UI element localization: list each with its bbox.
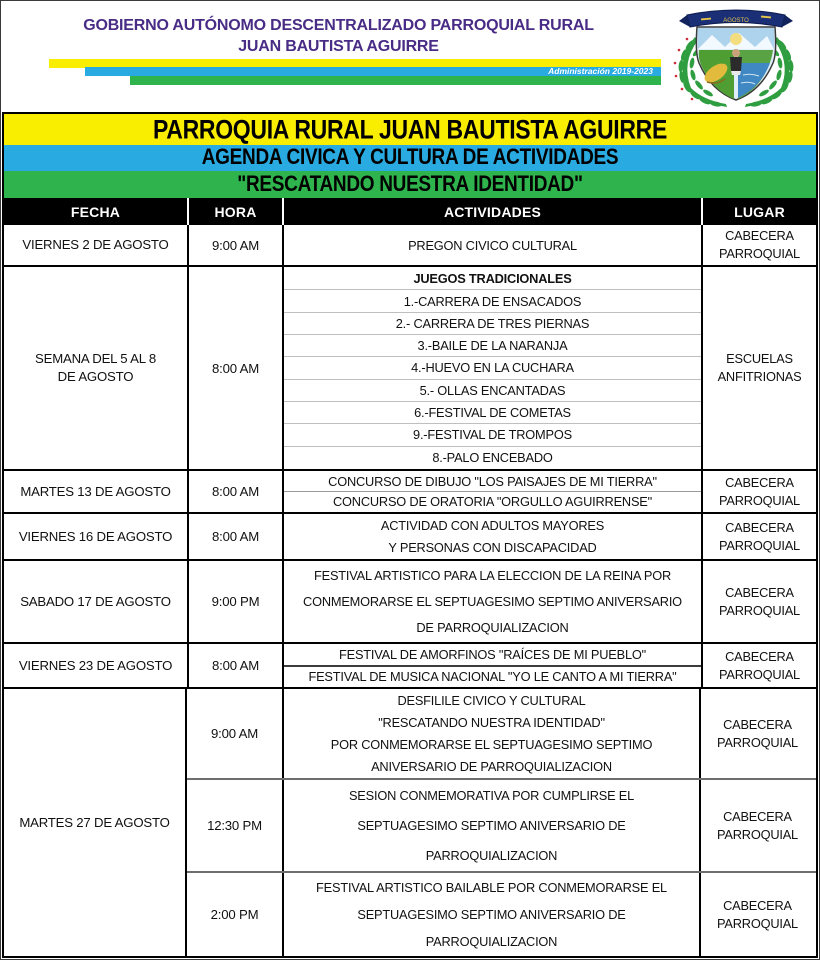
administration-badge: Administración 2019-2023 (548, 66, 653, 76)
schedule-subrow (187, 689, 816, 780)
schedule-subrow (187, 780, 816, 873)
activity-line: Y PERSONAS CON DISCAPACIDAD (388, 539, 597, 555)
banner-motto: "RESCATANDO NUESTRA IDENTIDAD" (4, 171, 816, 198)
actividades-cell (282, 689, 699, 778)
actividades-cell (282, 561, 701, 642)
fecha-cell (4, 644, 187, 687)
document-header (1, 1, 819, 113)
hora-cell: 8:00 AM (187, 267, 282, 469)
activity-line: FESTIVAL ARTISTICO BAILABLE POR CONMEMORARSE EL (316, 880, 667, 895)
fecha-cell (4, 561, 187, 642)
hora-cell: 8:00 AM (187, 514, 282, 559)
hora-cell: 8:00 AM (187, 471, 282, 512)
activity-line: DESFILILE CIVICO Y CULTURAL (397, 693, 586, 709)
lugar-line: ANFITRIONAS (717, 369, 802, 384)
activity-line: PREGON CIVICO CULTURAL (408, 237, 577, 253)
lugar-line: PARROQUIAL (719, 666, 800, 682)
activity-line: 9.-FESTIVAL DE TROMPOS (284, 424, 701, 446)
table-row (4, 689, 816, 956)
banner-parish-name: PARROQUIA RURAL JUAN BAUTISTA AGUIRRE (4, 114, 816, 145)
actividades-cell (282, 267, 701, 469)
fecha-line: VIERNES 16 DE AGOSTO (18, 528, 173, 544)
lugar-cell (701, 267, 816, 469)
page-title (31, 15, 646, 57)
hora-cell: 2:00 PM (210, 907, 259, 922)
activity-line: SESION CONMEMORATIVA POR CUMPLIRSE EL (348, 788, 635, 804)
crest-ribbon (679, 10, 793, 27)
table-row (4, 267, 816, 471)
lugar-cell (701, 561, 816, 642)
table-row (4, 561, 816, 644)
hora-cell: 8:00 AM (187, 644, 282, 687)
banner-agenda-subtitle: AGENDA CIVICA Y CULTURA DE ACTIVIDADES (4, 145, 816, 171)
column-header-row (4, 198, 816, 225)
activity-line: PARROQUIALIZACION (425, 847, 558, 863)
column-header-hora: HORA (187, 198, 282, 225)
activity-line: 6.-FESTIVAL DE COMETAS (284, 402, 701, 424)
activity-line: 3.-BAILE DE LA NARANJA (284, 335, 701, 357)
column-header-lugar: LUGAR (701, 198, 816, 225)
actividades-cell (282, 514, 701, 559)
fecha-cell (4, 471, 187, 512)
hora-cell: 9:00 AM (187, 225, 282, 265)
actividades-cell (282, 644, 701, 687)
actividades-cell (282, 873, 699, 956)
lugar-line: CABECERA (723, 808, 792, 824)
fecha-line: VIERNES 2 DE AGOSTO (22, 237, 169, 252)
activity-line: CONCURSO DE ORATORIA "ORGULLO AGUIRRENSE" (333, 494, 652, 509)
lugar-cell (701, 225, 816, 265)
table-row (4, 644, 816, 689)
lugar-line: CABECERA (725, 519, 794, 535)
fecha-line: MARTES 13 DE AGOSTO (20, 483, 171, 499)
lugar-line: CABECERA (723, 716, 792, 732)
lugar-cell (699, 780, 814, 871)
lugar-line: PARROQUIAL (717, 915, 798, 931)
activity-line: DE PARROQUIALIZACION (416, 620, 569, 636)
hora-cell: 9:00 AM (211, 726, 258, 741)
agenda-table (2, 112, 818, 958)
activity-line: 8.-PALO ENCEBADO (432, 449, 553, 465)
lugar-line: PARROQUIAL (717, 734, 798, 750)
activity-line: SEPTUAGESIMO SEPTIMO ANIVERSARIO DE (357, 907, 626, 922)
lugar-line: PARROQUIAL (719, 246, 800, 261)
column-header-actividades: ACTIVIDADES (282, 198, 701, 225)
actividades-cell (282, 471, 701, 512)
lugar-cell (699, 873, 814, 956)
table-row (4, 471, 816, 514)
activity-line: ACTIVIDAD CON ADULTOS MAYORES (380, 518, 605, 534)
green-stripe (130, 76, 661, 85)
fecha-cell (4, 267, 187, 469)
activity-line: JUEGOS TRADICIONALES (284, 268, 701, 290)
activity-line: FESTIVAL ARTISTICO PARA LA ELECCION DE LA REINA POR (314, 567, 671, 583)
lugar-line: PARROQUIAL (719, 492, 800, 508)
activity-line: 4.-HUEVO EN LA CUCHARA (284, 357, 701, 379)
page-title-line2: JUAN BAUTISTA AGUIRRE (238, 38, 439, 55)
activity-line: FESTIVAL DE MUSICA NACIONAL "YO LE CANTO A MI TIERRA" (308, 668, 677, 684)
table-row (4, 225, 816, 267)
crest-svg (657, 3, 815, 111)
lugar-line: CABECERA (725, 584, 794, 600)
activity-line: FESTIVAL DE AMORFINOS "RAÍCES DE MI PUEBLO" (284, 645, 701, 667)
lugar-line: PARROQUIAL (719, 537, 800, 553)
lugar-line: CABECERA (725, 228, 794, 243)
crest-shield (696, 27, 775, 100)
lugar-line: CABECERA (725, 474, 794, 490)
schedule-subrows (187, 689, 816, 956)
lugar-cell (701, 514, 816, 559)
schedule-subrow (187, 873, 816, 956)
lugar-cell (701, 471, 816, 512)
table-row (4, 514, 816, 561)
fecha-line: MARTES 27 DE AGOSTO (19, 814, 170, 830)
fecha-line: SABADO 17 DE AGOSTO (20, 593, 171, 609)
activity-line: "RESCATANDO NUESTRA IDENTIDAD" (378, 715, 605, 731)
fecha-cell (4, 514, 187, 559)
activity-line: SEPTUAGESIMO SEPTIMO ANIVERSARIO DE (357, 818, 626, 833)
activity-line: PARROQUIALIZACION (425, 934, 558, 949)
fecha-line: VIERNES 23 DE AGOSTO (18, 657, 173, 673)
column-header-fecha: FECHA (70, 203, 121, 220)
lugar-line: PARROQUIAL (719, 602, 800, 618)
page-title-line1: GOBIERNO AUTÓNOMO DESCENTRALIZADO PARROQUIAL RURAL (83, 17, 594, 34)
hora-cell: 12:30 PM (207, 818, 262, 833)
activity-line: 1.-CARRERA DE ENSACADOS (284, 290, 701, 312)
fecha-cell (4, 225, 187, 265)
fecha-line: DE AGOSTO (57, 369, 134, 384)
fecha-line: SEMANA DEL 5 AL 8 (35, 351, 156, 366)
lugar-line: CABECERA (725, 648, 794, 664)
lugar-line: CABECERA (723, 897, 792, 913)
activity-line: CONCURSO DE DIBUJO "LOS PAISAJES DE MI TIERRA" (284, 472, 701, 492)
activity-line: 5.- OLLAS ENCANTADAS (284, 380, 701, 402)
activity-line: 2.- CARRERA DE TRES PIERNAS (284, 313, 701, 335)
parish-crest-logo (657, 3, 815, 111)
actividades-cell (282, 780, 699, 871)
hora-cell: 9:00 PM (187, 561, 282, 642)
activity-line: CONMEMORARSE EL SEPTUAGESIMO SEPTIMO ANIVERSARIO (303, 593, 682, 609)
table-body (4, 225, 816, 956)
lugar-cell (701, 644, 816, 687)
lugar-cell (699, 689, 814, 778)
lugar-line: ESCUELAS (726, 351, 793, 366)
activity-line: POR CONMEMORARSE EL SEPTUAGESIMO SEPTIMO (330, 736, 653, 752)
actividades-cell (282, 225, 701, 265)
lugar-line: PARROQUIAL (717, 826, 798, 842)
ribbon-text: AGOSTO (723, 18, 749, 24)
activity-line: ANIVERSARIO DE PARROQUIALIZACION (371, 758, 612, 774)
fecha-cell (4, 689, 187, 956)
